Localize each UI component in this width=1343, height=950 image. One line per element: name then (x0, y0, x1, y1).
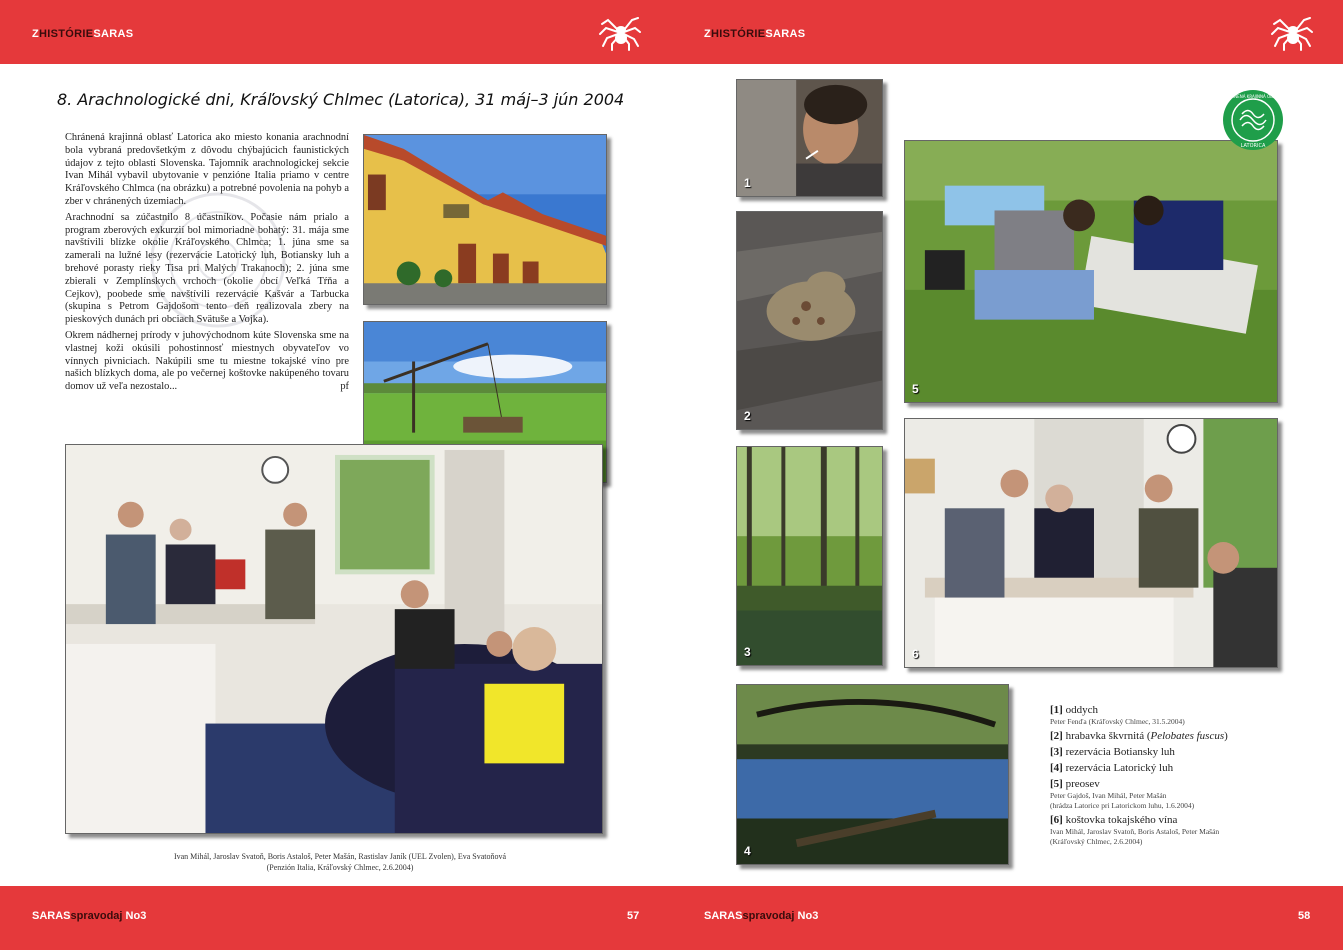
legend-number: [2] (1050, 730, 1063, 742)
article-paragraph: Arachnodní sa zúčastnilo 8 účastníkov. Počasie nám prialo a program zberových exkurzií bol mimoriadne bohatý: 31. mája sme navštívili blízke okolie Kráľovského Chlmca; 1. júna sme sa zamerali na lužné lesy (rezervácie Latorický luh, Botiansky luh a brehové porasty rieky Tisa pri Malých Trakanoch); 2. júna sme zbierali v Zemplínskych vrchoch (okolie obcí Veľká Tŕňa a Cejkov), poobede sme navštívili rezervácie Kašvár a Tarbucka (skupina s Petrom Gajdošom tento deň realizovala zbery na pieskových dunách pri obciach Svätuše a Vojka). (65, 211, 349, 326)
legend-item (1050, 813, 1310, 847)
header-band (0, 0, 1343, 64)
article-title: 8. Arachnologické dni, Kráľovský Chlmec (Latorica), 31 máj–3 jún 2004 (57, 90, 625, 109)
photo-number: 2 (744, 409, 751, 423)
footer-right (704, 910, 818, 922)
legend-item (1050, 703, 1310, 727)
caption-line: Ivan Mihál, Jaroslav Svatoň, Boris Astaloš, Peter Mašán, Rastislav Janík (UEL Zvolen), Eva Svatoňová (173, 852, 507, 861)
header-left (32, 28, 133, 40)
legend-text: ) (1224, 730, 1228, 742)
legend-number: [6] (1050, 814, 1063, 826)
footer-band (0, 886, 1343, 950)
legend-sub: Peter Gajdoš, Ivan Mihál, Peter Mašán (1050, 791, 1167, 800)
legend-text: oddych (1065, 704, 1098, 716)
legend-sub: Peter Fenďa (Kráľovský Chlmec, 31.5.2004) (1050, 717, 1185, 726)
article-signature: pf (340, 381, 349, 393)
legend-text: hrabavka škvrnitá ( (1065, 730, 1151, 742)
article-paragraph (65, 330, 349, 394)
legend-item (1050, 729, 1310, 743)
seal-bottom-text: LATORICA (1240, 143, 1266, 149)
photo-number: 5 (912, 382, 919, 396)
latorica-seal-icon (1222, 89, 1284, 151)
photo-5-preosev (904, 140, 1278, 403)
legend-number: [4] (1050, 762, 1063, 774)
photo-group-penzion (65, 444, 603, 834)
legend-sub: (Kráľovský Chlmec, 2.6.2004) (1050, 837, 1143, 846)
photo-4-latoricky-luh (736, 684, 1009, 865)
legend-text: rezervácia Latorický luh (1065, 762, 1174, 774)
article-paragraph-text: Okrem nádhernej prírody v juhovýchodnom kúte Slovenska sme na vlastnej koži okúsili pohostinnosť miestnych obyvateľov vo vínnych pivniciach. Nakúpili sme tu miestne tokajské víno pre našich blízkych doma, ale po večernej koštovke nakúpeného tovaru domov už veľa nezostalo... (65, 329, 349, 393)
spider-logo-icon (1270, 12, 1314, 52)
footer-left-issue: No3 (125, 910, 147, 922)
header-right (704, 28, 805, 40)
legend-latin-name: Pelobates fuscus (1150, 730, 1225, 742)
article-body (65, 132, 349, 397)
footer-right-issue: No3 (797, 910, 819, 922)
footer-left-mid: spravodaj (70, 910, 123, 922)
header-left-suffix: SARAS (93, 28, 134, 40)
group-photo-caption (120, 851, 560, 873)
photo-number: 1 (744, 176, 751, 190)
legend-number: [3] (1050, 746, 1063, 758)
footer-right-brand: SARAS (704, 910, 743, 922)
legend-text: rezervácia Botiansky luh (1065, 746, 1175, 758)
header-left-mid: HISTÓRIE (39, 28, 94, 40)
legend-item (1050, 745, 1310, 759)
photo-3-botiansky-luh (736, 446, 883, 666)
photo-number: 4 (744, 844, 751, 858)
footer-left-brand: SARAS (32, 910, 71, 922)
legend-sub: Ivan Mihál, Jaroslav Svatoň, Boris Astaloš, Peter Mašán (1050, 827, 1220, 836)
legend-text: koštovka tokajského vína (1065, 814, 1178, 826)
photo-6-kostovka (904, 418, 1278, 668)
legend-item (1050, 761, 1310, 775)
page-number-left: 57 (627, 910, 640, 922)
photo-legend (1050, 703, 1310, 849)
photo-number: 6 (912, 647, 919, 661)
header-right-prefix: Z (704, 28, 712, 40)
legend-number: [5] (1050, 778, 1063, 790)
seal-top-text: CHRÁNENÁ KRAJINNÁ OBLASŤ (1223, 94, 1283, 99)
article-paragraph: Chránená krajinná oblasť Latorica ako miesto konania arachnodní bola vybraná predovšetkým z dôvodu chýbajúcich faunistických údajov z tejto oblasti Slovenska. Tajomník arachnologickej sekcie Ivan Mihál vybavil ubytovanie v penzióne Italia priamo v centre Kráľovského Chlmca (na obrázku) a potrebné povolenia na pohyb a zber v chránených územiach. (65, 132, 349, 207)
legend-sub: (hrádza Latorice pri Latorickom luhu, 1.6.2004) (1050, 801, 1195, 810)
legend-item (1050, 777, 1310, 811)
photo-number: 3 (744, 645, 751, 659)
page-number-right: 58 (1298, 910, 1311, 922)
spider-logo-icon (598, 12, 642, 52)
footer-right-mid: spravodaj (742, 910, 795, 922)
header-right-suffix: SARAS (765, 28, 806, 40)
photo-pension-italia (363, 134, 607, 305)
legend-text: preosev (1065, 778, 1100, 790)
legend-number: [1] (1050, 704, 1063, 716)
header-left-prefix: Z (32, 28, 40, 40)
photo-2-pelobates (736, 211, 883, 430)
photo-1-oddych (736, 79, 883, 197)
footer-left (32, 910, 146, 922)
caption-line: (Penzión Italia, Kráľovský Chlmec, 2.6.2004) (266, 863, 414, 872)
header-right-mid: HISTÓRIE (711, 28, 766, 40)
